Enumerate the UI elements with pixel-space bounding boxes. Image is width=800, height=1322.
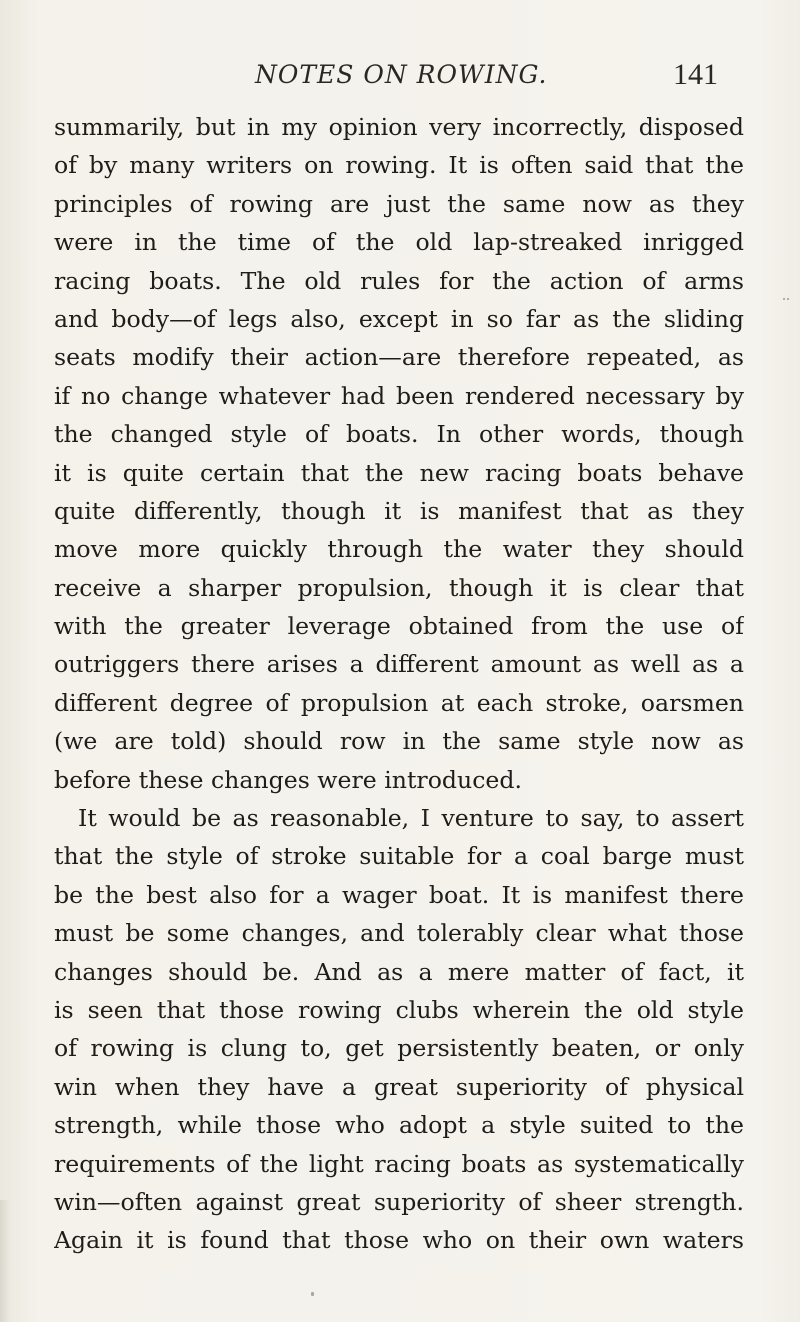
text-line: win—often against great superiority of sheer strength. bbox=[54, 1187, 744, 1216]
text-line: changes should be. And as a mere matter of fact, it bbox=[54, 957, 744, 986]
margin-speck bbox=[787, 298, 789, 300]
text-line: if no change whatever had been rendered necessary by bbox=[54, 381, 744, 410]
text-line: quite differently, though it is manifest that as they bbox=[54, 496, 744, 525]
paragraph-start-line: It would be as reasonable, I venture to say, to assert bbox=[78, 804, 744, 833]
text-line: racing boats. The old rules for the action of arms bbox=[54, 266, 744, 295]
text-line: move more quickly through the water they should bbox=[54, 535, 744, 564]
text-line: the changed style of boats. In other words, though bbox=[54, 420, 744, 449]
text-line: and body—of legs also, except in so far as the sliding bbox=[54, 304, 744, 333]
text-line: principles of rowing are just the same now as they bbox=[54, 189, 744, 218]
text-line: strength, while those who adopt a style suited to the bbox=[54, 1111, 744, 1140]
text-line: requirements of the light racing boats as systematically bbox=[54, 1149, 744, 1178]
text-line: different degree of propulsion at each stroke, oarsmen bbox=[54, 688, 744, 717]
text-line: receive a sharper propulsion, though it is clear that bbox=[54, 573, 744, 602]
margin-speck bbox=[783, 298, 785, 300]
text-line: it is quite certain that the new racing boats behave bbox=[54, 458, 744, 487]
text-line: of rowing is clung to, get persistently beaten, or only bbox=[54, 1034, 744, 1063]
text-line: outriggers there arises a different amount as well as a bbox=[54, 650, 744, 679]
text-line: must be some changes, and tolerably clear what those bbox=[54, 919, 744, 948]
text-line: of by many writers on rowing. It is often said that the bbox=[54, 151, 744, 180]
text-line: seats modify their action—are therefore repeated, as bbox=[54, 343, 744, 372]
page-edge-shadow bbox=[0, 1200, 10, 1322]
text-line: with the greater leverage obtained from the use of bbox=[54, 612, 744, 641]
text-line: be the best also for a wager boat. It is manifest there bbox=[54, 880, 744, 909]
ink-speck bbox=[311, 1292, 314, 1296]
page-number: 141 bbox=[673, 58, 718, 91]
text-line: were in the time of the old lap-streaked inrigged bbox=[54, 228, 744, 257]
running-title: NOTES ON ROWING. bbox=[255, 60, 548, 89]
body-text bbox=[54, 108, 744, 1260]
text-line: Again it is found that those who on their own waters bbox=[54, 1226, 744, 1255]
text-line: that the style of stroke suitable for a coal barge must bbox=[54, 842, 744, 871]
text-line: is seen that those rowing clubs wherein the old style bbox=[54, 995, 744, 1024]
text-line: win when they have a great superiority of physical bbox=[54, 1072, 744, 1101]
text-line: summarily, but in my opinion very incorrectly, disposed bbox=[54, 113, 744, 141]
paragraph-end-line: before these changes were introduced. bbox=[54, 765, 522, 794]
text-line: (we are told) should row in the same style now as bbox=[54, 727, 744, 756]
